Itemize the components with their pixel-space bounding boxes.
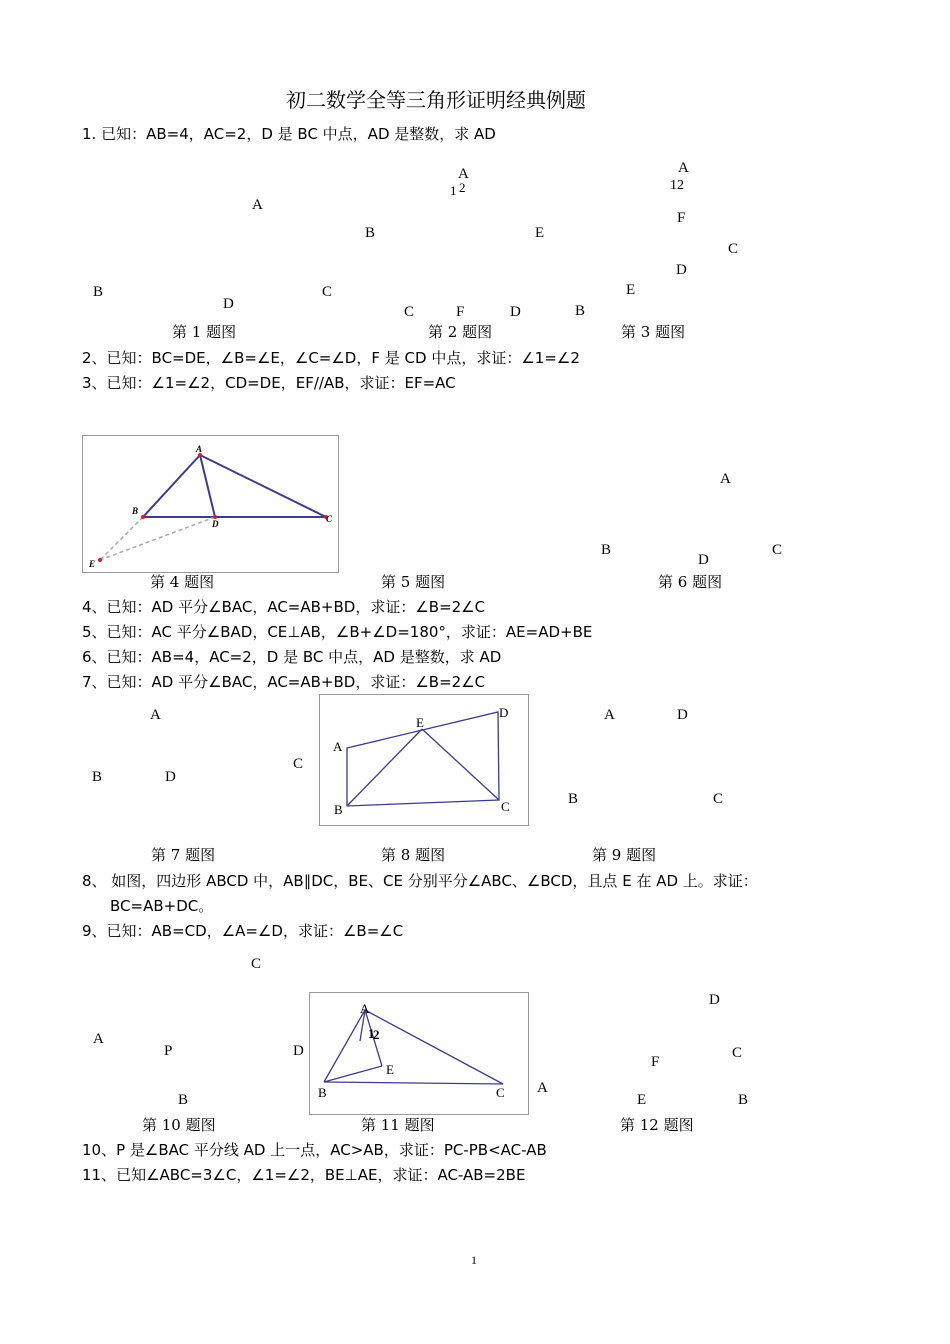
figure-8-image [319,694,529,826]
fig3-label-c: C [728,241,739,257]
fig4-label-c: C [326,514,333,524]
fig12-label-b: B [738,1092,749,1108]
fig7-label-a: A [150,707,161,723]
fig3-label-f: F [677,210,686,226]
page-number: 1 [471,1253,477,1267]
problem-10: 10、P 是∠BAC 平分线 AD 上一点，AC>AB，求证：PC-PB<AC-AB [82,1141,547,1159]
fig2-label-b: B [365,225,376,241]
fig4-label-e: E [89,559,96,569]
fig4-label-d: D [212,519,219,529]
fig4-label-a: A [196,444,203,454]
problem-9: 9、已知：AB=CD，∠A=∠D，求证：∠B=∠C [82,922,404,940]
figure-4-image [82,435,339,573]
fig7-label-c: C [293,756,304,772]
fig2-label-2: 2 [459,180,466,195]
caption-fig9: 第 9 题图 [592,846,657,864]
fig8-label-c: C [501,799,510,814]
fig6-label-d: D [698,552,709,568]
fig7-label-d: D [165,769,176,785]
fig6-label-b: B [601,542,612,558]
problem-4: 4、已知：AD 平分∠BAC，AC=AB+BD，求证：∠B=2∠C [82,598,486,616]
fig12-label-f: F [651,1054,660,1070]
fig2-label-f: F [456,304,465,320]
caption-fig7: 第 7 题图 [151,846,216,864]
fig10-label-d: D [293,1043,304,1059]
problem-5: 5、已知：AC 平分∠BAD，CE⊥AB，∠B+∠D=180°，求证：AE=AD+BE [82,623,593,641]
fig2-label-e: E [535,225,545,241]
fig11-label-2: 2 [373,1027,380,1042]
fig1-label-b: B [93,284,104,300]
fig3-label-e: E [626,282,636,298]
caption-fig10: 第 10 题图 [142,1116,216,1134]
fig10-label-a: A [93,1031,104,1047]
caption-fig8: 第 8 题图 [381,846,446,864]
fig4-label-b: B [132,506,139,516]
figure-11-image [309,992,529,1115]
fig9-label-d: D [677,707,688,723]
fig2-label-1: 1 [450,183,457,198]
problem-2: 2、已知：BC=DE，∠B=∠E，∠C=∠D，F 是 CD 中点，求证：∠1=∠2 [82,349,580,367]
problem-6: 6、已知：AB=4，AC=2，D 是 BC 中点，AD 是整数，求 AD [82,648,502,666]
fig9-label-b: B [568,791,579,807]
problem-3: 3、已知：∠1=∠2，CD=DE，EF//AB，求证：EF=AC [82,374,456,392]
caption-fig5: 第 5 题图 [381,573,446,591]
fig10-label-b: B [178,1092,189,1108]
fig8-label-b: B [334,802,343,817]
fig3-label-d: D [676,262,687,278]
figure-11-svg [310,993,528,1114]
fig10-label-c: C [251,956,262,972]
fig1-label-d: D [223,296,234,312]
fig3-label-12: 12 [670,178,684,193]
fig3-label-a: A [678,160,689,176]
problem-7: 7、已知：AD 平分∠BAC，AC=AB+BD，求证：∠B=2∠C [82,673,486,691]
caption-fig11: 第 11 题图 [361,1116,435,1134]
fig3-label-b: B [575,303,586,319]
problem-8: 8、 如图，四边形 ABCD 中，AB∥DC，BE、CE 分别平分∠ABC、∠BCD，且点 E 在 AD 上。求证： [82,872,758,890]
fig10-label-p: P [164,1043,173,1059]
caption-fig2: 第 2 题图 [428,323,493,341]
fig8-label-a: A [333,739,343,754]
fig11-label-1: 1 [368,1026,375,1041]
fig11-label-b: B [318,1085,327,1100]
fig7-label-b: B [92,769,103,785]
fig8-label-e: E [416,715,424,730]
figure-8-svg [320,695,528,825]
fig8-label-d: D [499,705,509,720]
fig6-label-c: C [772,542,783,558]
fig2-label-c: C [404,304,415,320]
fig9-label-a: A [604,707,615,723]
fig12-label-c: C [732,1045,743,1061]
caption-fig1: 第 1 题图 [172,323,237,341]
fig6-label-a: A [720,471,731,487]
fig11-label-c: C [496,1085,505,1100]
fig11-label-a: A [360,1001,370,1016]
fig12-label-a: A [537,1080,548,1096]
caption-fig12: 第 12 题图 [620,1116,694,1134]
caption-fig4: 第 4 题图 [150,573,215,591]
caption-fig3: 第 3 题图 [621,323,686,341]
figure-4-svg [83,436,338,572]
fig2-label-a: A [458,166,469,182]
page-title: 初二数学全等三角形证明经典例题 [286,88,586,112]
caption-fig6: 第 6 题图 [658,573,723,591]
fig1-label-c: C [322,284,333,300]
fig12-label-d: D [709,992,720,1008]
fig1-label-a: A [252,197,263,213]
fig12-label-e: E [637,1092,647,1108]
problem-8-continued: BC=AB+DC。 [110,897,214,915]
fig11-label-e: E [386,1062,394,1077]
fig9-label-c: C [713,791,724,807]
problem-1: 1. 已知：AB=4，AC=2，D 是 BC 中点，AD 是整数，求 AD [82,125,496,143]
fig2-label-d: D [510,304,521,320]
problem-11: 11、已知∠ABC=3∠C，∠1=∠2，BE⊥AE，求证：AC-AB=2BE [82,1166,526,1184]
